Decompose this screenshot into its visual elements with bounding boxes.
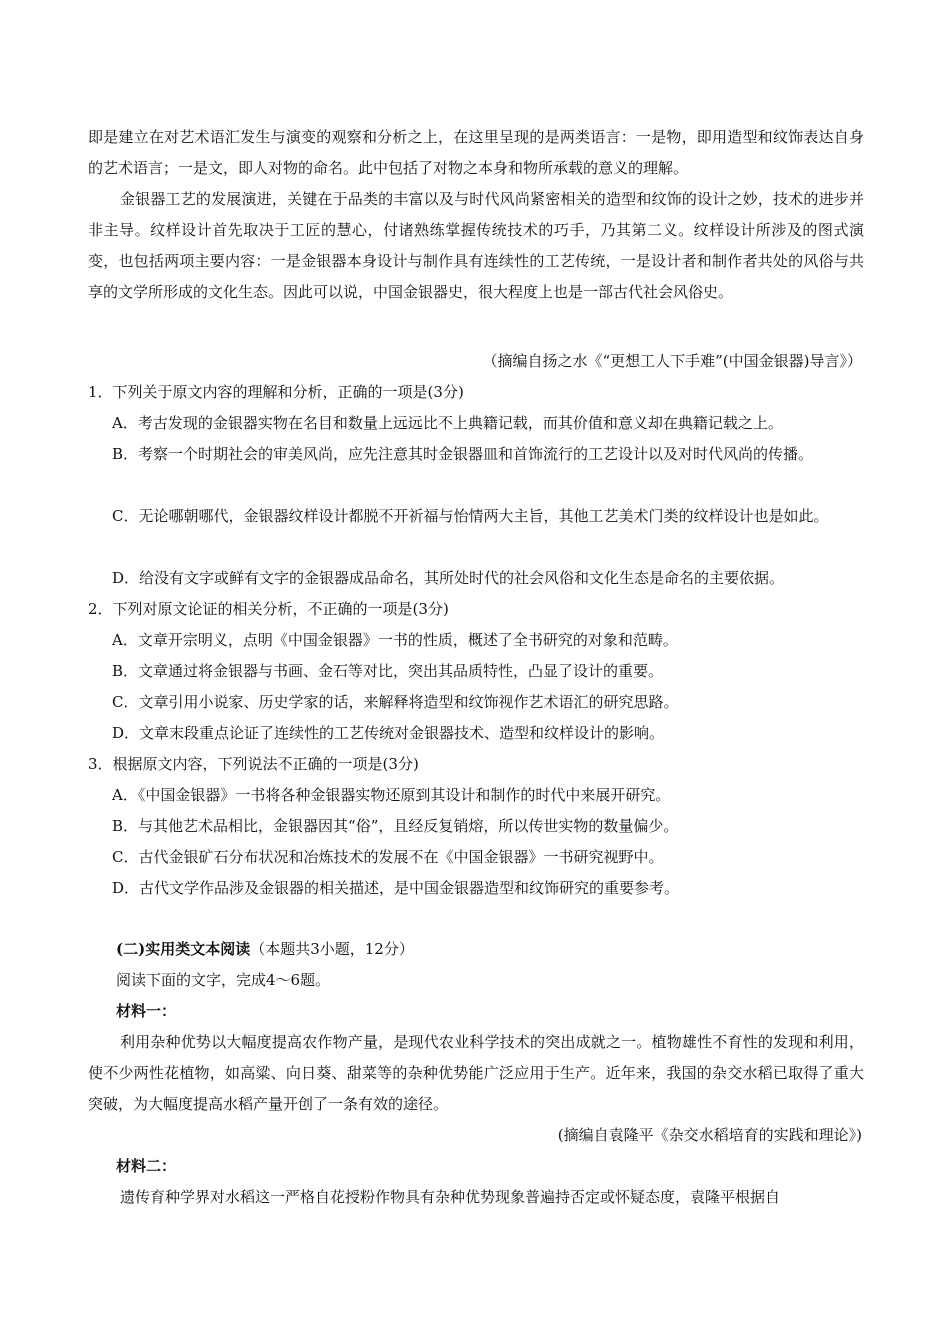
question-2-option-a: A．文章开宗明义，点明《中国金银器》一书的性质，概述了全书研究的对象和范畴。 bbox=[112, 631, 678, 649]
question-2-option-b: B．文章通过将金银器与书画、金石等对比，突出其品质特性，凸显了设计的重要。 bbox=[112, 662, 664, 680]
passage1-para2: 金银器工艺的发展演进，关键在于品类的丰富以及与时代风尚紧密相关的造型和纹饰的设计之妙，技术的进步并非主导。纹样设计首先取决于工匠的慧心，付诸熟练掌握传统技术的巧手，乃其第二义。纹样设计所涉及的图式演变，也包括两项主要内容：一是金银器本身设计与制作具有连续性的工艺传统，一是设计者和制作者共处的风俗与共享的文学所形成的文化生态。因此可以说，中国金银器史，很大程度上也是一部古代社会风俗史。 bbox=[88, 190, 864, 301]
passage1-para1: 即是建立在对艺术语汇发生与演变的观察和分析之上，在这里呈现的是两类语言：一是物，即用造型和纹饰表达自身的艺术语言；一是文，即人对物的命名。此中包括了对物之本身和物所承载的意义的理解。 bbox=[88, 128, 864, 177]
material1-text: 利用杂种优势以大幅度提高农作物产量，是现代农业科学技术的突出成就之一。植物雄性不育性的发现和利用，使不少两性花植物，如高粱、向日葵、甜菜等的杂种优势能广泛应用于生产。近年来，我国的杂交水稻已取得了重大突破，为大幅度提高水稻产量开创了一条有效的途径。 bbox=[88, 1033, 864, 1113]
question-1-option-d: D．给没有文字或鲜有文字的金银器成品命名，其所处时代的社会风俗和文化生态是命名的主要依据。 bbox=[112, 569, 785, 587]
question-2-option-d: D．文章末段重点论证了连续性的工艺传统对金银器技术、造型和纹样设计的影响。 bbox=[112, 724, 665, 742]
question-1-option-c: C．无论哪朝哪代，金银器纹样设计都脱不开祈福与怡情两大主旨，其他工艺美术门类的纹样设计也是如此。 bbox=[112, 507, 829, 525]
section2-heading: (二)实用类文本阅读 bbox=[116, 940, 251, 958]
question-1-option-a: A．考古发现的金银器实物在名目和数量上远远比不上典籍记载，而其价值和意义却在典籍记载之上。 bbox=[112, 414, 783, 432]
section2-instruction: 阅读下面的文字，完成4～6题。 bbox=[116, 971, 331, 989]
section2-heading-line bbox=[116, 934, 414, 965]
material2-text: 遗传育种学界对水稻这一严格自花授粉作物具有杂种优势现象普遍持否定或怀疑态度，袁隆平根据自 bbox=[120, 1188, 781, 1206]
question-3-stem: 3．根据原文内容，下列说法不正确的一项是(3分) bbox=[88, 755, 419, 773]
question-3-option-b: B．与其他艺术品相比，金银器因其“俗”，且经反复销熔，所以传世实物的数量偏少。 bbox=[112, 817, 679, 835]
material1-source: (摘编自袁隆平《杂交水稻培育的实践和理论》) bbox=[557, 1126, 862, 1144]
material2-label: 材料二： bbox=[116, 1157, 177, 1175]
question-1-option-b: B．考察一个时期社会的审美风尚，应先注意其时金银器皿和首饰流行的工艺设计以及对时代风尚的传播。 bbox=[112, 445, 814, 463]
question-2-stem: 2．下列对原文论证的相关分析，不正确的一项是(3分) bbox=[88, 600, 449, 618]
question-2-option-c: C．文章引用小说家、历史学家的话，来解释将造型和纹饰视作艺术语汇的研究思路。 bbox=[112, 693, 679, 711]
question-3-option-a: A．《中国金银器》一书将各种金银器实物还原到其设计和制作的时代中来展开研究。 bbox=[112, 786, 671, 804]
question-3-option-c: C．古代金银矿石分布状况和冶炼技术的发展不在《中国金银器》一书研究视野中。 bbox=[112, 848, 664, 866]
passage1-source: （摘编自扬之水《“更想工人下手难”(中国金银器)导言》） bbox=[482, 352, 862, 370]
material1-label: 材料一： bbox=[116, 1002, 177, 1020]
question-3-option-d: D．古代文学作品涉及金银器的相关描述，是中国金银器造型和纹饰研究的重要参考。 bbox=[112, 879, 680, 897]
question-1-stem: 1．下列关于原文内容的理解和分析，正确的一项是(3分) bbox=[88, 383, 464, 401]
section2-heading-note: （本题共3小题，12分） bbox=[250, 940, 414, 958]
